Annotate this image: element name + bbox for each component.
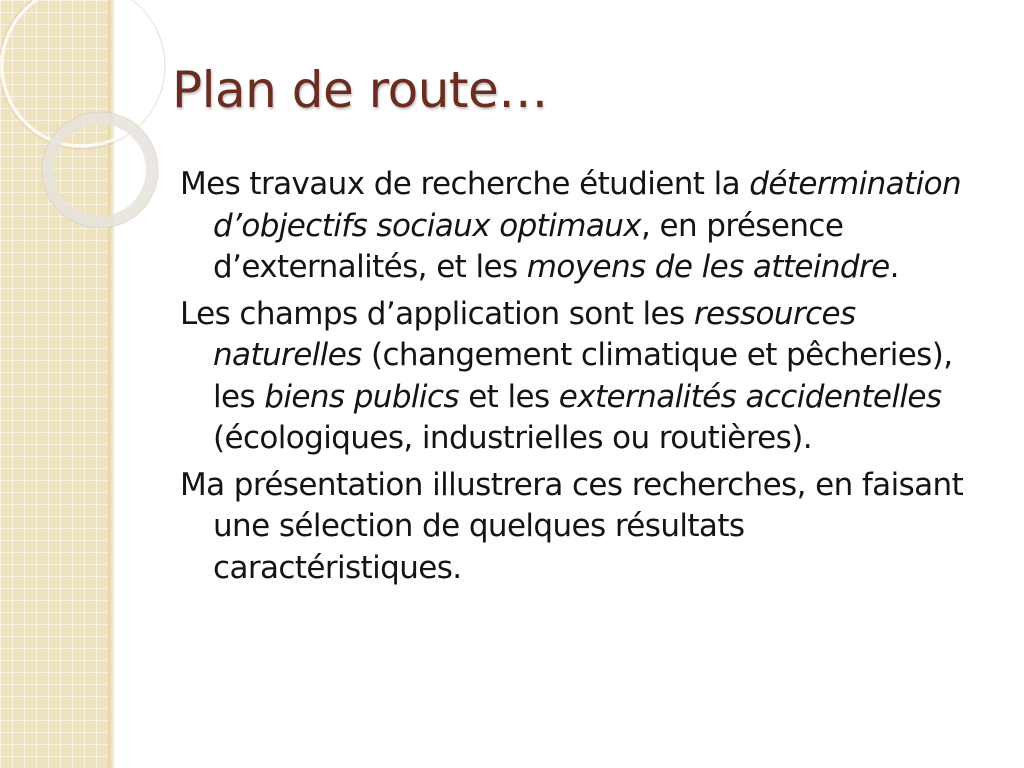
bullet-paragraph	[180, 294, 980, 460]
emphasized-text: biens publics	[264, 378, 459, 415]
emphasized-text: détermination d’objectifs sociaux optimaux	[213, 166, 962, 244]
paragraph-text: Ma présentation illustrera ces recherches, en faisant une sélection de quelques résultats caractéristiques.	[180, 466, 964, 586]
paragraph-text: .	[889, 249, 899, 285]
paragraph-text: (écologiques, industrielles ou routières).	[213, 420, 812, 456]
bullet-list	[180, 164, 980, 594]
paragraph-text: , en présence d’externalités, et les	[213, 207, 844, 285]
decorative-rings	[0, 0, 200, 260]
emphasized-text: externalités accidentelles	[558, 378, 942, 415]
paragraph-text: Les champs d’application sont les	[180, 295, 694, 332]
decorative-ring-small	[48, 118, 152, 222]
bullet-paragraph	[180, 465, 980, 590]
paragraph-text: Mes travaux de recherche étudient la	[180, 166, 750, 202]
slide-title: Plan de route…	[172, 61, 548, 119]
paragraph-text: (changement climatique et pêcheries), les	[213, 337, 953, 415]
bullet-paragraph	[180, 164, 980, 289]
emphasized-text: ressources naturelles	[213, 295, 856, 373]
emphasized-text: moyens de les atteindre	[526, 249, 890, 285]
paragraph-text: et les	[458, 378, 559, 415]
